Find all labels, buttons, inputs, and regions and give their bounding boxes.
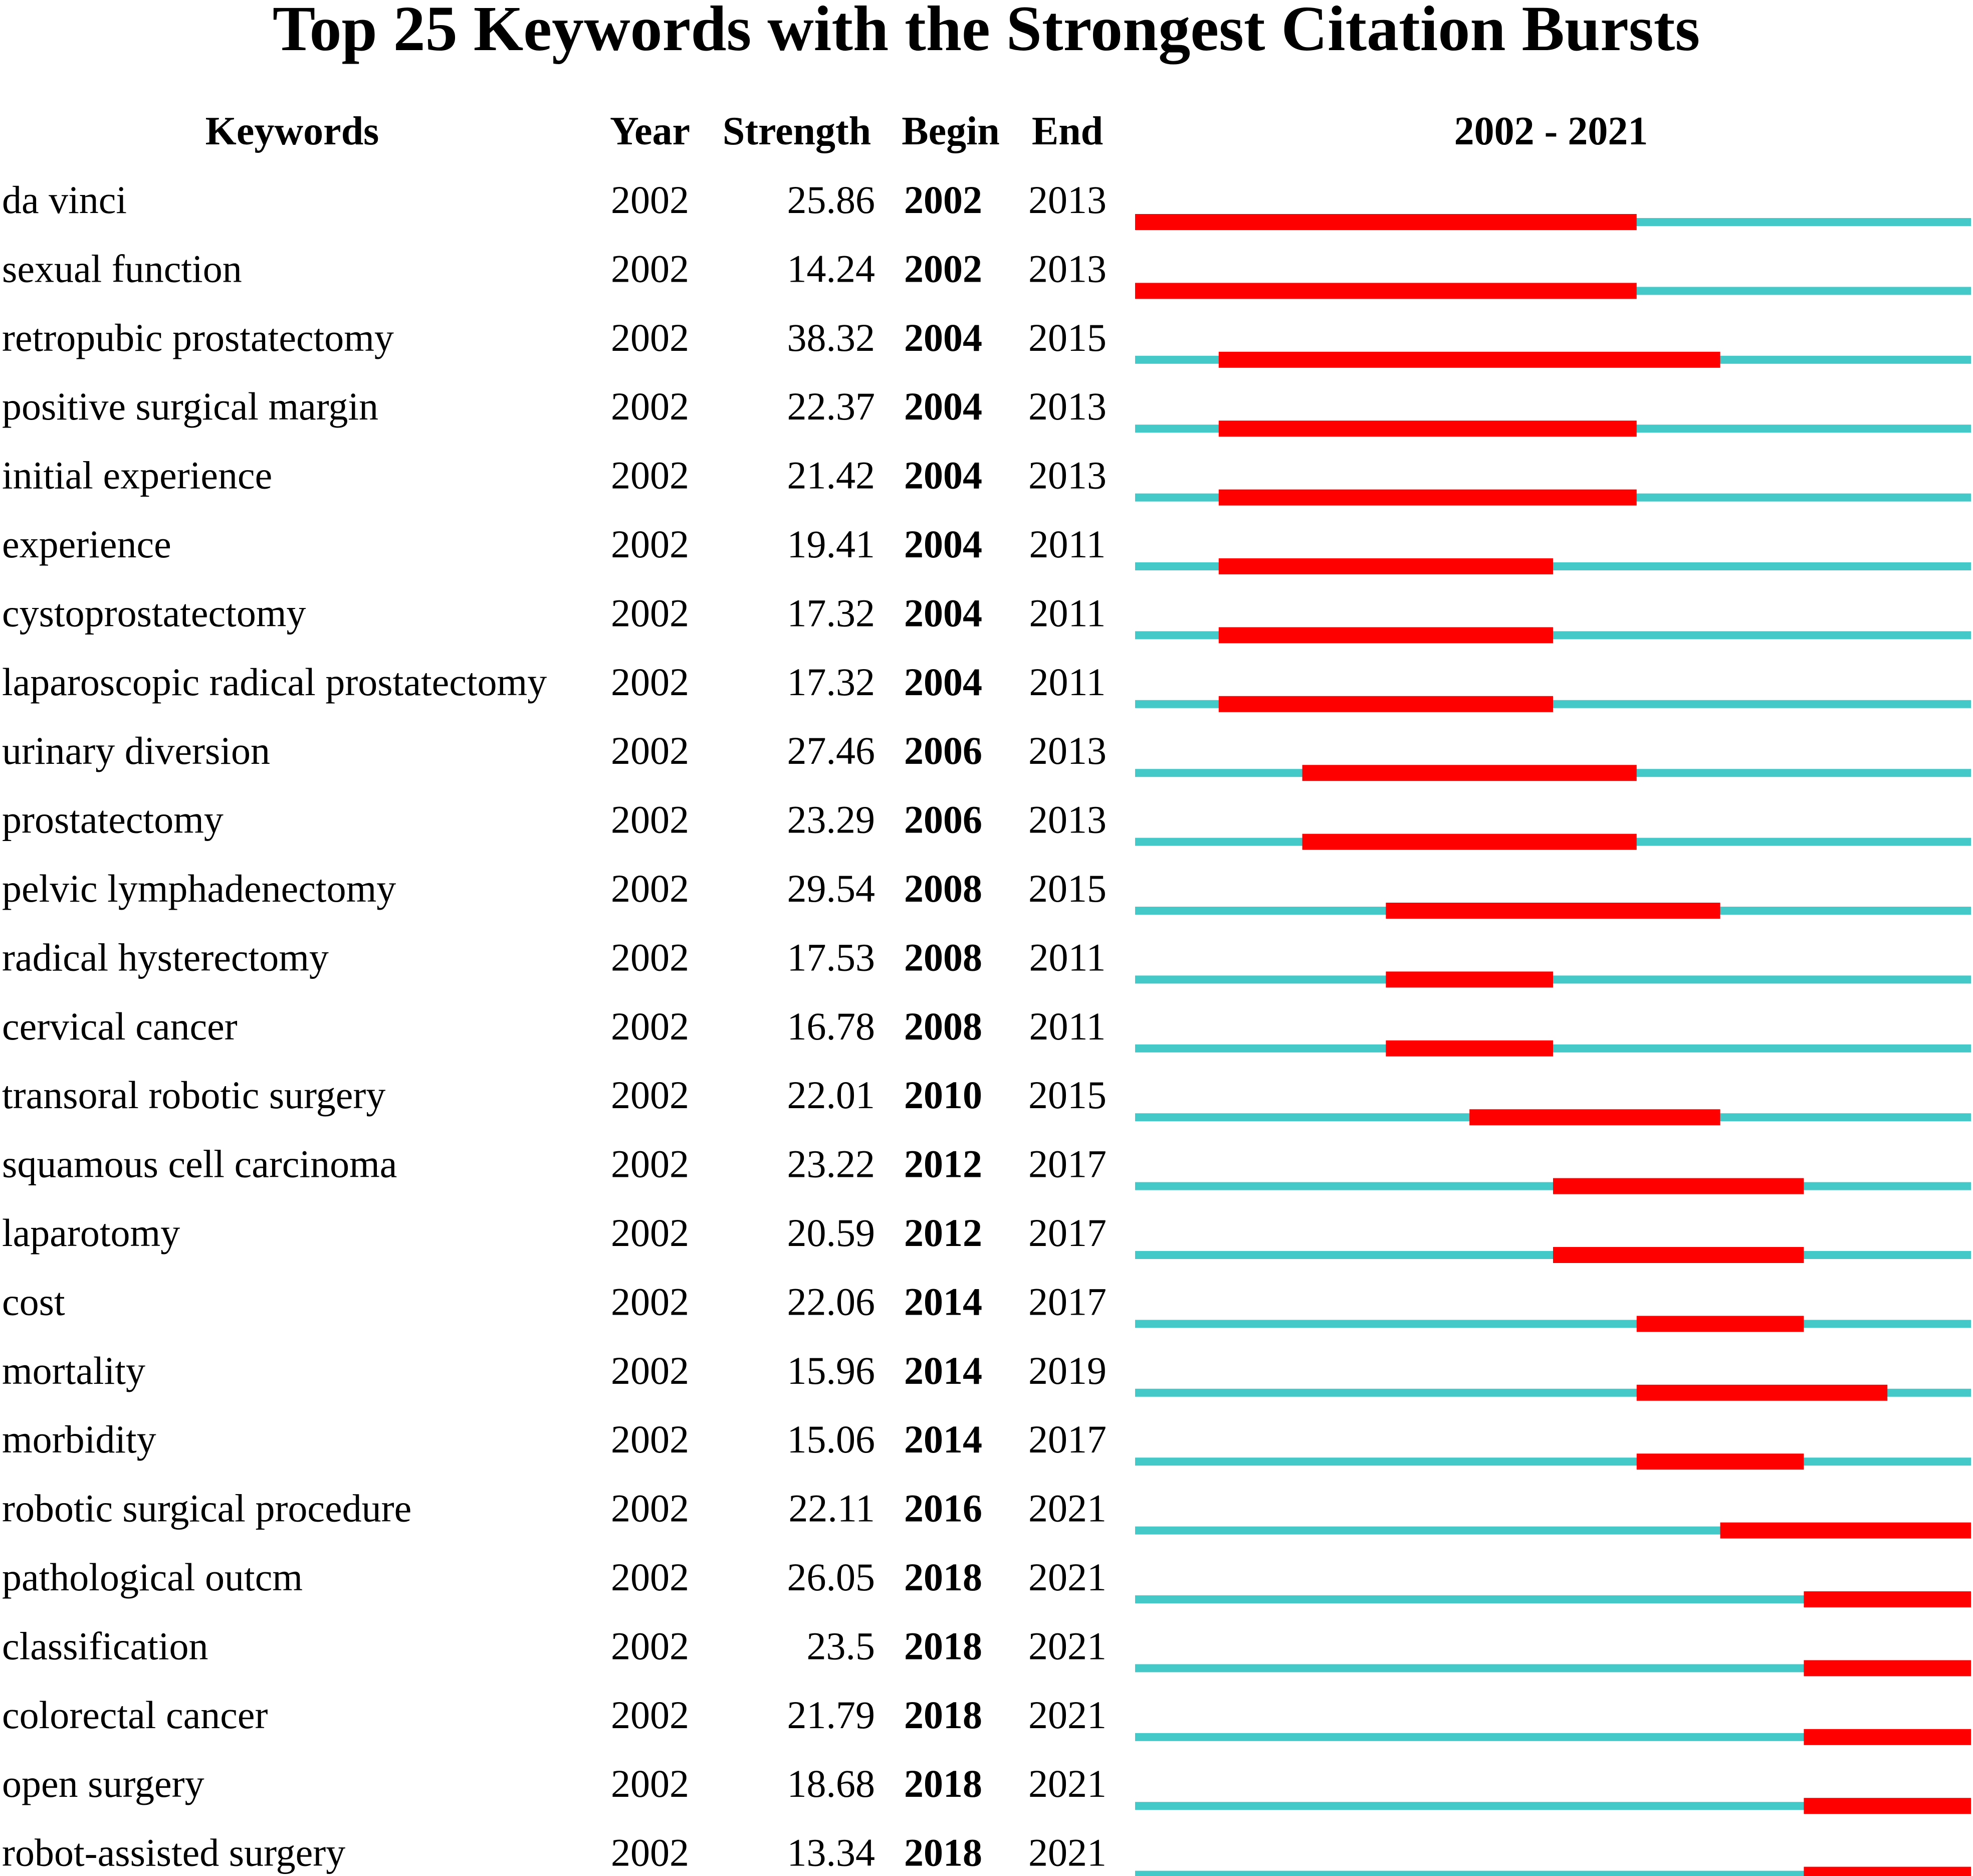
header-end: End bbox=[1031, 109, 1104, 153]
strength-value: 23.29 bbox=[787, 797, 875, 842]
begin-year: 2008 bbox=[904, 867, 982, 910]
burst-bar bbox=[1135, 214, 1637, 230]
strength-value: 15.96 bbox=[787, 1348, 875, 1392]
keyword-label: radical hysterectomy bbox=[2, 935, 329, 979]
begin-year: 2008 bbox=[904, 935, 982, 979]
begin-year: 2002 bbox=[904, 247, 982, 291]
year-value: 2002 bbox=[611, 1693, 689, 1737]
begin-year: 2014 bbox=[904, 1348, 982, 1392]
burst-bar bbox=[1219, 627, 1553, 643]
begin-year: 2016 bbox=[904, 1486, 982, 1530]
end-year: 2013 bbox=[1028, 384, 1107, 429]
header-keywords: Keywords bbox=[205, 109, 379, 153]
begin-year: 2012 bbox=[904, 1142, 982, 1186]
end-year: 2021 bbox=[1028, 1762, 1107, 1806]
year-value: 2002 bbox=[611, 1348, 689, 1392]
keyword-label: cervical cancer bbox=[2, 1004, 238, 1048]
end-year: 2011 bbox=[1029, 935, 1106, 979]
year-value: 2002 bbox=[611, 660, 689, 704]
begin-year: 2018 bbox=[904, 1762, 982, 1806]
keyword-label: open surgery bbox=[2, 1762, 204, 1806]
end-year: 2011 bbox=[1029, 591, 1106, 635]
year-value: 2002 bbox=[611, 1486, 689, 1530]
burst-bar bbox=[1637, 1453, 1804, 1470]
year-value: 2002 bbox=[611, 797, 689, 842]
chart-title: Top 25 Keywords with the Strongest Citation Bursts bbox=[272, 0, 1700, 64]
end-year: 2021 bbox=[1028, 1624, 1107, 1668]
burst-bar bbox=[1804, 1867, 1971, 1876]
begin-year: 2002 bbox=[904, 178, 982, 222]
year-value: 2002 bbox=[611, 1830, 689, 1874]
keyword-label: sexual function bbox=[2, 247, 242, 291]
end-year: 2013 bbox=[1028, 729, 1107, 773]
strength-value: 14.24 bbox=[787, 247, 875, 291]
end-year: 2017 bbox=[1028, 1417, 1107, 1462]
end-year: 2021 bbox=[1028, 1486, 1107, 1530]
strength-value: 23.22 bbox=[787, 1142, 875, 1186]
keyword-label: robotic surgical procedure bbox=[2, 1486, 412, 1530]
burst-bar bbox=[1386, 971, 1553, 987]
strength-value: 26.05 bbox=[787, 1555, 875, 1599]
burst-bar bbox=[1637, 1316, 1804, 1332]
end-year: 2019 bbox=[1028, 1348, 1107, 1392]
strength-value: 27.46 bbox=[787, 729, 875, 773]
year-value: 2002 bbox=[611, 1417, 689, 1462]
timeline-baseline bbox=[1135, 1320, 1971, 1328]
header-year: Year bbox=[610, 109, 690, 153]
burst-rows bbox=[2, 178, 1971, 1876]
year-value: 2002 bbox=[611, 1211, 689, 1255]
year-value: 2002 bbox=[611, 315, 689, 359]
year-value: 2002 bbox=[611, 384, 689, 429]
strength-value: 21.79 bbox=[787, 1693, 875, 1737]
burst-bar bbox=[1135, 283, 1637, 299]
keyword-label: initial experience bbox=[2, 453, 273, 497]
burst-bar bbox=[1302, 765, 1637, 781]
keyword-label: colorectal cancer bbox=[2, 1693, 268, 1737]
end-year: 2011 bbox=[1029, 522, 1106, 566]
header-range: 2002 - 2021 bbox=[1454, 109, 1648, 153]
burst-bar bbox=[1804, 1660, 1971, 1676]
begin-year: 2004 bbox=[904, 591, 982, 635]
keyword-label: retropubic prostatectomy bbox=[2, 315, 394, 359]
keyword-label: transoral robotic surgery bbox=[2, 1073, 386, 1117]
burst-bar bbox=[1637, 1385, 1887, 1401]
end-year: 2013 bbox=[1028, 247, 1107, 291]
burst-bar bbox=[1386, 1040, 1553, 1057]
strength-value: 17.32 bbox=[787, 660, 875, 704]
burst-bar bbox=[1386, 903, 1720, 919]
keyword-label: urinary diversion bbox=[2, 729, 271, 773]
end-year: 2013 bbox=[1028, 453, 1107, 497]
end-year: 2017 bbox=[1028, 1211, 1107, 1255]
year-value: 2002 bbox=[611, 867, 689, 910]
strength-value: 15.06 bbox=[787, 1417, 875, 1462]
year-value: 2002 bbox=[611, 729, 689, 773]
end-year: 2017 bbox=[1028, 1280, 1107, 1324]
year-value: 2002 bbox=[611, 935, 689, 979]
keyword-label: laparotomy bbox=[2, 1211, 180, 1255]
strength-value: 13.34 bbox=[787, 1830, 875, 1874]
end-year: 2011 bbox=[1029, 660, 1106, 704]
begin-year: 2014 bbox=[904, 1417, 982, 1462]
strength-value: 22.06 bbox=[787, 1280, 875, 1324]
begin-year: 2004 bbox=[904, 453, 982, 497]
keyword-label: pelvic lymphadenectomy bbox=[2, 867, 396, 910]
year-value: 2002 bbox=[611, 1762, 689, 1806]
timeline-baseline bbox=[1135, 1457, 1971, 1466]
burst-bar bbox=[1219, 352, 1720, 368]
strength-value: 22.37 bbox=[787, 384, 875, 429]
strength-value: 25.86 bbox=[787, 178, 875, 222]
end-year: 2021 bbox=[1028, 1830, 1107, 1874]
strength-value: 18.68 bbox=[787, 1762, 875, 1806]
year-value: 2002 bbox=[611, 522, 689, 566]
burst-bar bbox=[1219, 490, 1637, 506]
year-value: 2002 bbox=[611, 1073, 689, 1117]
keyword-label: cost bbox=[2, 1280, 65, 1324]
burst-bar bbox=[1553, 1178, 1804, 1194]
keyword-label: robot-assisted surgery bbox=[2, 1830, 346, 1874]
strength-value: 23.5 bbox=[806, 1624, 875, 1668]
year-value: 2002 bbox=[611, 591, 689, 635]
strength-value: 17.53 bbox=[787, 935, 875, 979]
keyword-label: mortality bbox=[2, 1348, 145, 1392]
keyword-label: da vinci bbox=[2, 178, 127, 222]
strength-value: 38.32 bbox=[787, 315, 875, 359]
end-year: 2021 bbox=[1028, 1555, 1107, 1599]
burst-bar bbox=[1219, 558, 1553, 574]
begin-year: 2018 bbox=[904, 1555, 982, 1599]
end-year: 2015 bbox=[1028, 867, 1107, 910]
burst-bar bbox=[1219, 696, 1553, 712]
year-value: 2002 bbox=[611, 1280, 689, 1324]
burst-bar bbox=[1302, 834, 1637, 850]
begin-year: 2004 bbox=[904, 315, 982, 359]
begin-year: 2008 bbox=[904, 1004, 982, 1048]
year-value: 2002 bbox=[611, 453, 689, 497]
strength-value: 22.11 bbox=[788, 1486, 875, 1530]
begin-year: 2012 bbox=[904, 1211, 982, 1255]
strength-value: 17.32 bbox=[787, 591, 875, 635]
begin-year: 2006 bbox=[904, 729, 982, 773]
year-value: 2002 bbox=[611, 178, 689, 222]
header-begin: Begin bbox=[902, 109, 1000, 153]
keyword-label: pathological outcm bbox=[2, 1555, 303, 1599]
keyword-label: morbidity bbox=[2, 1417, 156, 1462]
begin-year: 2004 bbox=[904, 660, 982, 704]
burst-bar bbox=[1219, 421, 1637, 437]
keyword-label: positive surgical margin bbox=[2, 384, 379, 429]
burst-bar bbox=[1804, 1798, 1971, 1814]
burst-bar bbox=[1553, 1247, 1804, 1263]
end-year: 2013 bbox=[1028, 178, 1107, 222]
burst-bar bbox=[1720, 1523, 1971, 1539]
end-year: 2015 bbox=[1028, 315, 1107, 359]
begin-year: 2018 bbox=[904, 1693, 982, 1737]
header-strength: Strength bbox=[722, 109, 871, 153]
end-year: 2021 bbox=[1028, 1693, 1107, 1737]
strength-value: 16.78 bbox=[787, 1004, 875, 1048]
begin-year: 2006 bbox=[904, 797, 982, 842]
burst-bar bbox=[1469, 1109, 1720, 1125]
burst-bar bbox=[1804, 1591, 1971, 1607]
year-value: 2002 bbox=[611, 1004, 689, 1048]
begin-year: 2018 bbox=[904, 1830, 982, 1874]
end-year: 2017 bbox=[1028, 1142, 1107, 1186]
begin-year: 2010 bbox=[904, 1073, 982, 1117]
keyword-label: prostatectomy bbox=[2, 797, 224, 842]
keyword-label: classification bbox=[2, 1624, 208, 1668]
begin-year: 2004 bbox=[904, 522, 982, 566]
year-value: 2002 bbox=[611, 247, 689, 291]
strength-value: 19.41 bbox=[787, 522, 875, 566]
strength-value: 29.54 bbox=[787, 867, 875, 910]
keyword-label: experience bbox=[2, 522, 171, 566]
end-year: 2013 bbox=[1028, 797, 1107, 842]
end-year: 2015 bbox=[1028, 1073, 1107, 1117]
end-year: 2011 bbox=[1029, 1004, 1106, 1048]
year-value: 2002 bbox=[611, 1555, 689, 1599]
strength-value: 22.01 bbox=[787, 1073, 875, 1117]
keyword-label: squamous cell carcinoma bbox=[2, 1142, 397, 1186]
year-value: 2002 bbox=[611, 1624, 689, 1668]
strength-value: 21.42 bbox=[787, 453, 875, 497]
keyword-label: laparoscopic radical prostatectomy bbox=[2, 660, 547, 704]
begin-year: 2004 bbox=[904, 384, 982, 429]
year-value: 2002 bbox=[611, 1142, 689, 1186]
keyword-label: cystoprostatectomy bbox=[2, 591, 306, 635]
burst-bar bbox=[1804, 1729, 1971, 1745]
begin-year: 2018 bbox=[904, 1624, 982, 1668]
strength-value: 20.59 bbox=[787, 1211, 875, 1255]
begin-year: 2014 bbox=[904, 1280, 982, 1324]
